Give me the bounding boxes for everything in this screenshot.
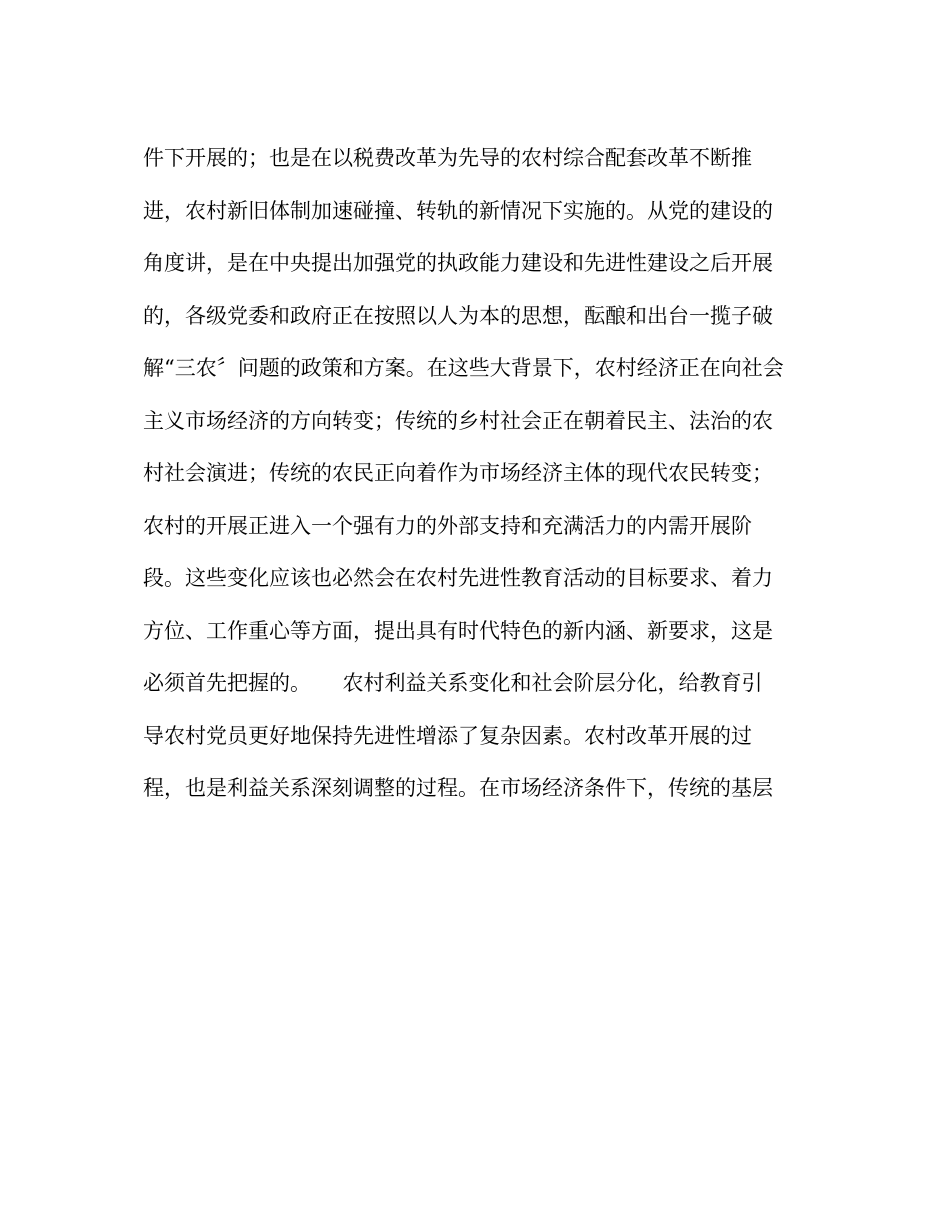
body-text (143, 137, 823, 820)
text-line: 导农村党员更好地保持先进性增添了复杂因素。农村改革开展的过 (143, 723, 752, 748)
text-line: 方位、工作重心等方面，提出具有时代特色的新内涵、新要求，这是 (143, 618, 773, 643)
text-line: 解“三农〞问题的政策和方案。在这些大背景下，农村经济正在向社会 (143, 356, 784, 380)
text-line: 必须首先把握的。 农村利益关系变化和社会阶层分化，给教育引 (143, 671, 763, 695)
text-line: 程，也是利益关系深刻调整的过程。在市场经济条件下，传统的基层 (143, 776, 773, 800)
text-line: 的，各级党委和政府正在按照以人为本的思想，酝酿和出台一揽子破 (143, 303, 773, 328)
text-line: 村社会演进；传统的农民正向着作为市场经济主体的现代农民转变； (143, 461, 773, 485)
text-line: 件下开展的；也是在以税费改革为先导的农村综合配套改革不断推 (143, 146, 752, 170)
text-line: 进，农村新旧体制加速碰撞、转轨的新情况下实施的。从党的建设的 (143, 198, 773, 223)
text-line: 农村的开展正进入一个强有力的外部支持和充满活力的内需开展阶 (143, 513, 752, 538)
text-line: 角度讲，是在中央提出加强党的执政能力建设和先进性建设之后开展 (143, 251, 773, 275)
text-line: 主义市场经济的方向转变；传统的乡村社会正在朝着民主、法治的农 (143, 408, 773, 433)
text-line: 段。这些变化应该也必然会在农村先进性教育活动的目标要求、着力 (143, 566, 773, 590)
